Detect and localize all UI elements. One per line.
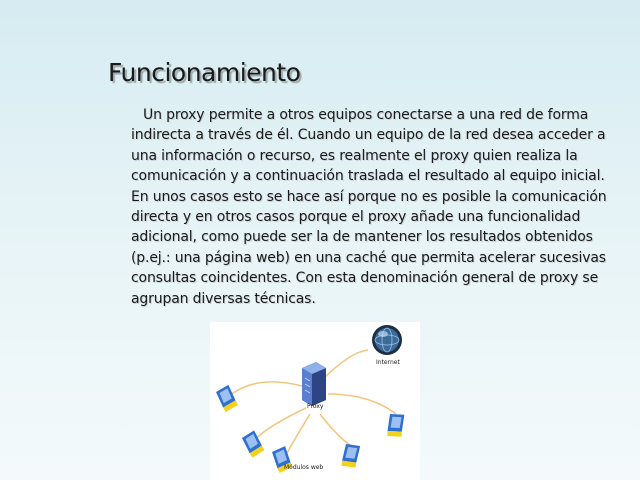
link-proxy-client-4 <box>320 414 355 448</box>
clients-label: Módulos web <box>284 464 324 471</box>
link-proxy-client-1 <box>228 382 302 397</box>
link-proxy-internet <box>322 350 368 380</box>
proxy-server-icon <box>302 362 326 406</box>
link-proxy-client-5 <box>328 394 396 414</box>
proxy-label: Proxy <box>307 403 324 410</box>
internet-label: Internet <box>376 359 400 366</box>
internet-globe-icon <box>372 325 402 355</box>
client-icon-4 <box>338 441 363 470</box>
slide-title: Funcionamiento <box>108 58 301 87</box>
slide-body-text: Un proxy permite a otros equipos conectarse a una red de forma indirecta a través de él. Cuando un equipo de la red desea acceder a una información o recurso, es realmente el proxy quien realiza la comunicación y a continuación traslada el resultado al equipo inicial. En unos casos esto se hace así porque no es posible la comunicación directa y en otros casos porque el proxy añade una funcionalidad adicional, como puede ser la de mantener los resultados obtenidos (p.ej.: una página web) en una caché que permita acelerar sucesivas consultas coincidentes. Con esta denominación general de proxy se agrupan diversas técnicas. <box>131 107 607 307</box>
diagram-graphic <box>210 322 420 480</box>
link-proxy-client-2 <box>252 408 306 444</box>
client-icon-1 <box>215 384 239 413</box>
proxy-network-diagram <box>210 322 420 480</box>
client-icon-5 <box>384 411 407 440</box>
